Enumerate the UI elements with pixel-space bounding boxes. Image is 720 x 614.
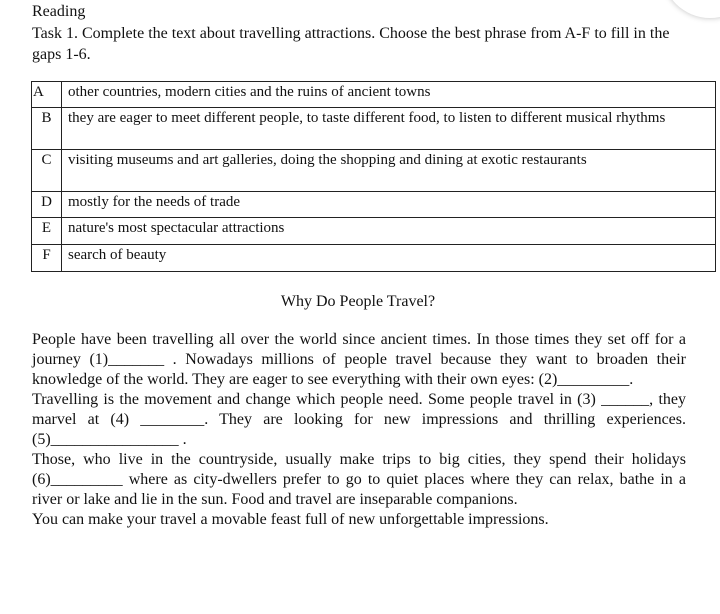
option-letter: A [32, 82, 62, 108]
article-paragraph: People have been travelling all over the world since ancient times. In those times they set off for a journey (1)_______ . Nowadays millions of people travel because they want to broaden their knowledge of the world. They are eager to see everything with their own eyes: (2)_________. [32, 331, 686, 388]
section-heading: Reading [32, 3, 86, 20]
option-row-e [32, 218, 716, 245]
option-phrase: nature's most spectacular attractions [62, 218, 716, 245]
option-row-c [32, 150, 716, 192]
option-phrase: mostly for the needs of trade [62, 192, 716, 218]
article-title: Why Do People Travel? [280, 293, 436, 310]
option-row-a [32, 82, 716, 108]
task-instruction: Task 1. Complete the text about travelling attractions. Choose the best phrase from A-F to fill in the gaps 1-6. [32, 25, 670, 63]
article-paragraph: Those, who live in the countryside, usually make trips to big cities, they spend their holidays (6)_________ where as city-dwellers prefer to go to quiet places where they can relax, bathe in a river or lake and lie in the sun. Food and travel are inseparable companions. [32, 451, 686, 508]
option-phrase: search of beauty [62, 245, 716, 272]
option-phrase: other countries, modern cities and the ruins of ancient towns [62, 82, 716, 108]
option-letter: F [32, 245, 62, 272]
option-letter: D [32, 192, 62, 218]
option-row-d [32, 192, 716, 218]
article-paragraph: You can make your travel a movable feast full of new unforgettable impressions. [32, 511, 549, 528]
option-letter: B [32, 108, 62, 150]
options-table [31, 81, 716, 272]
option-phrase: visiting museums and art galleries, doing the shopping and dining at exotic restaurants [62, 150, 716, 192]
option-row-f [32, 245, 716, 272]
option-letter: E [32, 218, 62, 245]
option-phrase: they are eager to meet different people, to taste different food, to listen to different musical rhythms [62, 108, 716, 150]
corner-decoration [662, 0, 720, 18]
article-body [32, 330, 686, 530]
article-paragraph: Travelling is the movement and change which people need. Some people travel in (3) ______, they marvel at (4) ________. They are looking for new impressions and thrilling experiences. (5)________________ . [32, 391, 686, 448]
option-letter: C [32, 150, 62, 192]
option-row-b [32, 108, 716, 150]
